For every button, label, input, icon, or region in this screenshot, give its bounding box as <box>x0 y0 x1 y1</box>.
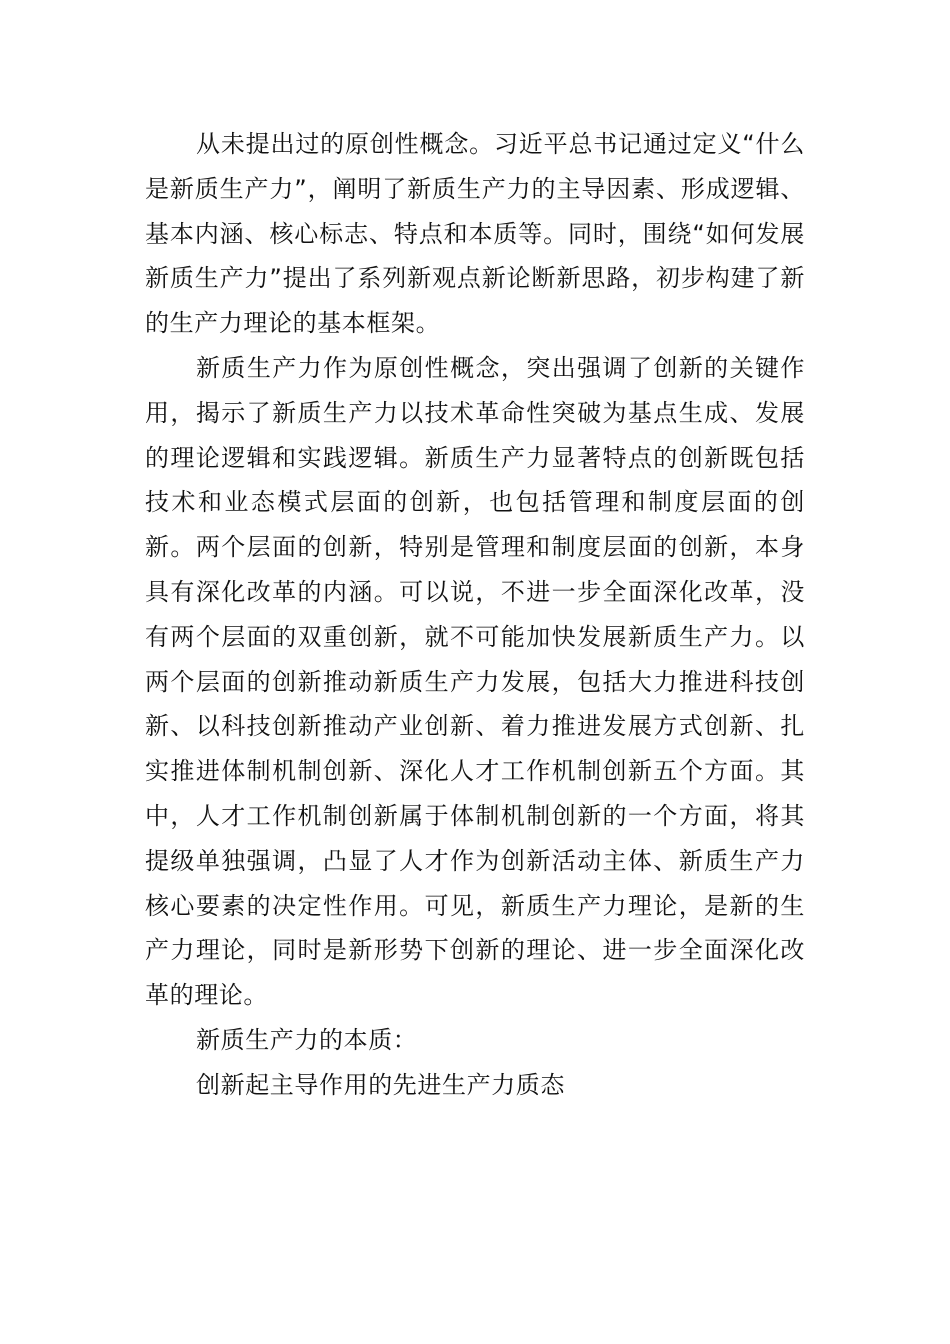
heading-essence: 新质生产力的本质： <box>196 1025 418 1054</box>
essence-definition: 创新起主导作用的先进生产力质态 <box>196 1070 565 1099</box>
paragraph-theory-framework: 从未提出过的原创性概念。习近平总书记通过定义“什么是新质生产力”，阐明了新质生产力的主导因素、形成逻辑、基本内涵、核心标志、特点和本质等。同时，围绕“如何发展新质生产力”提出了系列新观点新论断新思路，初步构建了新的生产力理论的基本框架。 <box>145 130 805 338</box>
document-page <box>145 122 805 1108</box>
paragraph-innovation-role: 新质生产力作为原创性概念，突出强调了创新的关键作用，揭示了新质生产力以技术革命性突破为基点生成、发展的理论逻辑和实践逻辑。新质生产力显著特点的创新既包括技术和业态模式层面的创新，也包括管理和制度层面的创新。两个层面的创新，特别是管理和制度层面的创新，本身具有深化改革的内涵。可以说，不进一步全面深化改革，没有两个层面的双重创新，就不可能加快发展新质生产力。以两个层面的创新推动新质生产力发展，包括大力推进科技创新、以科技创新推动产业创新、着力推进发展方式创新、扎实推进体制机制创新、深化人才工作机制创新五个方面。其中，人才工作机制创新属于体制机制创新的一个方面，将其提级单独强调，凸显了人才作为创新活动主体、新质生产力核心要素的决定性作用。可见，新质生产力理论，是新的生产力理论，同时是新形势下创新的理论、进一步全面深化改革的理论。 <box>145 353 805 1010</box>
